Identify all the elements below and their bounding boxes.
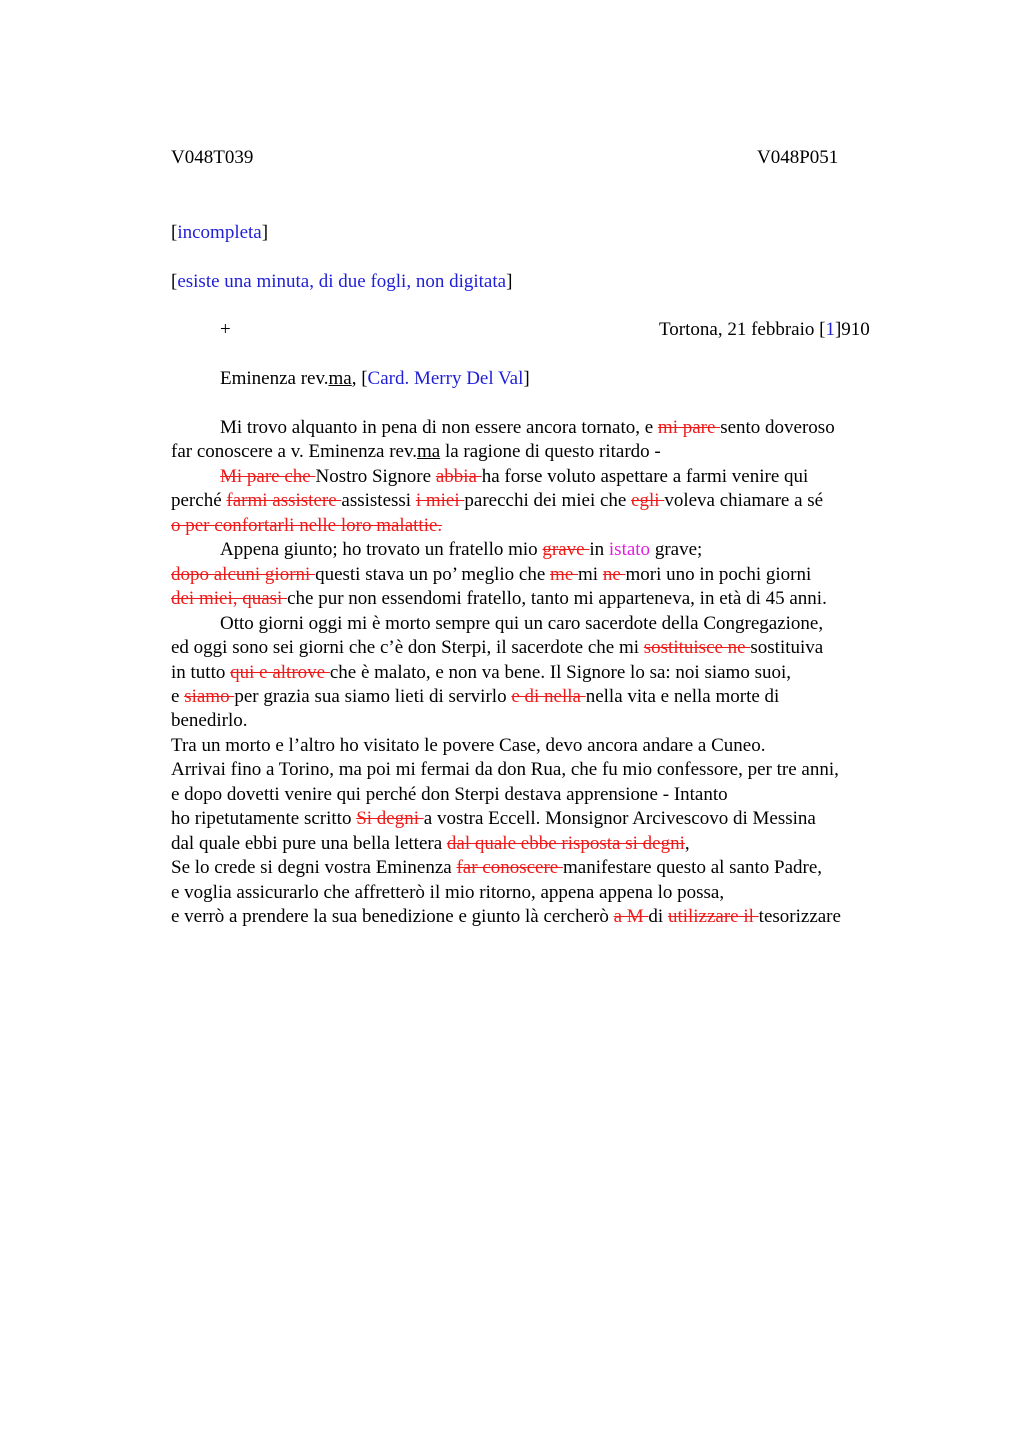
letter-line [171,563,811,587]
letter-line [220,465,808,489]
salutation [220,367,530,391]
letter-line [171,832,690,856]
text-run: benedirlo. [171,710,248,731]
text-run: Nostro Signore [315,466,436,487]
text-run: questi stava un po’ meglio che [315,564,551,585]
note-draft [171,270,512,294]
text-run: sostituiva [750,637,824,658]
text-run: nella vita e nella morte di [585,686,780,707]
bracket-close: ] [506,271,513,292]
text-run: ha forse voluto aspettare a farmi venire qui [481,466,809,487]
salutation-abbr: ma [328,368,352,389]
text-run: , [684,833,690,854]
text-run: assistessi [341,490,416,511]
note-draft-text: esiste una minuta, di due fogli, non digitata [177,271,507,292]
letter-line [171,514,442,538]
text-run: Se lo crede si degni vostra Eminenza [171,857,457,878]
letter-line [220,538,702,562]
text-run: Tra un morto e l’altro ho visitato le povere Case, devo ancora andare a Cuneo. [171,735,766,756]
letter-line [171,758,839,782]
text-run: tesorizzare [758,906,841,927]
deleted-text: Si degni [356,808,424,829]
cross-symbol: + [220,319,231,340]
salutation-title: Eminenza rev. [220,368,329,389]
deleted-text: egli [631,490,665,511]
deleted-text: mi pare [657,417,721,438]
deleted-text: sostituisce ne [643,637,751,658]
letter-line [171,856,822,880]
document-code-right: V048P051 [757,147,839,168]
text-run: e [171,686,185,707]
salutation-mid: , [ [351,368,368,389]
text-run: manifestare questo al santo Padre, [562,857,823,878]
deleted-text: ne [602,564,626,585]
deleted-text: dal quale ebbe risposta si degni [446,833,685,854]
text-run: di [648,906,668,927]
deleted-text: o per confortarli nelle loro malattie. [171,515,443,536]
letter-line [220,612,823,636]
text-run: per grazia sua siamo lieti di servirlo [234,686,512,707]
text-run: Otto giorni oggi mi è morto sempre qui un caro sacerdote della Congregazione, [220,613,824,634]
text-run: ho ripetutamente scritto [171,808,357,829]
deleted-text: dopo alcuni giorni [171,564,316,585]
text-run: e verrò a prendere la sua benedizione e giunto là cercherò [171,906,614,927]
text-run: mi [578,564,603,585]
letter-line [171,636,823,660]
bracket-open: [ [171,271,178,292]
underlined-abbr: ma [416,441,441,462]
dateline-year-rest: ]910 [834,319,870,340]
deleted-text: dei miei, quasi [171,588,288,609]
letter-line [171,807,816,831]
salutation-close: ] [523,368,530,389]
letter-line [220,416,835,440]
inserted-text: istato [608,539,651,560]
letter-line [171,905,841,929]
deleted-text: abbia [435,466,482,487]
deleted-text: a M [613,906,649,927]
letter-line [171,661,791,685]
letter-line [171,783,728,807]
letter-line [171,489,823,513]
text-run: che è malato, e non va bene. Il Signore lo sa: noi siamo suoi, [329,662,792,683]
text-run: che pur non essendomi fratello, tanto mi apparteneva, in età di 45 anni. [287,588,827,609]
deleted-text: utilizzare il [667,906,759,927]
text-run: a vostra Eccell. Monsignor Arcivescovo di Messina [423,808,816,829]
bracket-open: [ [171,222,178,243]
text-run: e dopo dovetti venire qui perché don Sterpi destava apprensione - Intanto [171,784,728,805]
document-code-left: V048T039 [171,147,254,168]
text-run: in tutto [171,662,231,683]
deleted-text: Mi pare che [220,466,316,487]
recipient-name: Card. Merry Del Val [367,368,524,389]
text-run: e voglia assicurarlo che affretterò il mio ritorno, appena appena lo possa, [171,882,725,903]
letter-line [171,440,661,464]
text-run: la ragione di questo ritardo - [440,441,661,462]
text-run: Arrivai fino a Torino, ma poi mi fermai da don Rua, che fu mio confessore, per tre anni, [171,759,839,780]
note-incomplete-text: incompleta [177,222,262,243]
letter-line [171,734,765,758]
text-run: Mi trovo alquanto in pena di non essere ancora tornato, e [220,417,658,438]
text-run: voleva chiamare a sé [664,490,824,511]
deleted-text: i miei [415,490,465,511]
text-run: perché [171,490,227,511]
letter-line [171,709,248,733]
text-run: Appena giunto; ho trovato un fratello mio [220,539,543,560]
text-run: mori uno in pochi giorni [625,564,812,585]
deleted-text: me [550,564,579,585]
text-run: grave; [650,539,703,560]
text-run: dal quale ebbi pure una bella lettera [171,833,447,854]
letter-line [171,587,827,611]
text-run: ed oggi sono sei giorni che c’è don Sterpi, il sacerdote che mi [171,637,644,658]
text-run: in [589,539,609,560]
dateline [659,318,870,342]
deleted-text: e di nella [511,686,586,707]
deleted-text: qui e altrove [230,662,330,683]
dateline-year-digit: 1 [825,319,835,340]
deleted-text: far conoscere [456,857,563,878]
dateline-place-date: Tortona, 21 febbraio [ [659,319,826,340]
letter-line [171,881,724,905]
text-run: sento doveroso [720,417,835,438]
deleted-text: grave [542,539,590,560]
letter-line [171,685,779,709]
deleted-text: siamo [184,686,235,707]
text-run: far conoscere a v. Eminenza rev. [171,441,417,462]
text-run: parecchi dei miei che [464,490,632,511]
deleted-text: farmi assistere [226,490,342,511]
bracket-close: ] [261,222,269,243]
note-incomplete [171,221,268,245]
